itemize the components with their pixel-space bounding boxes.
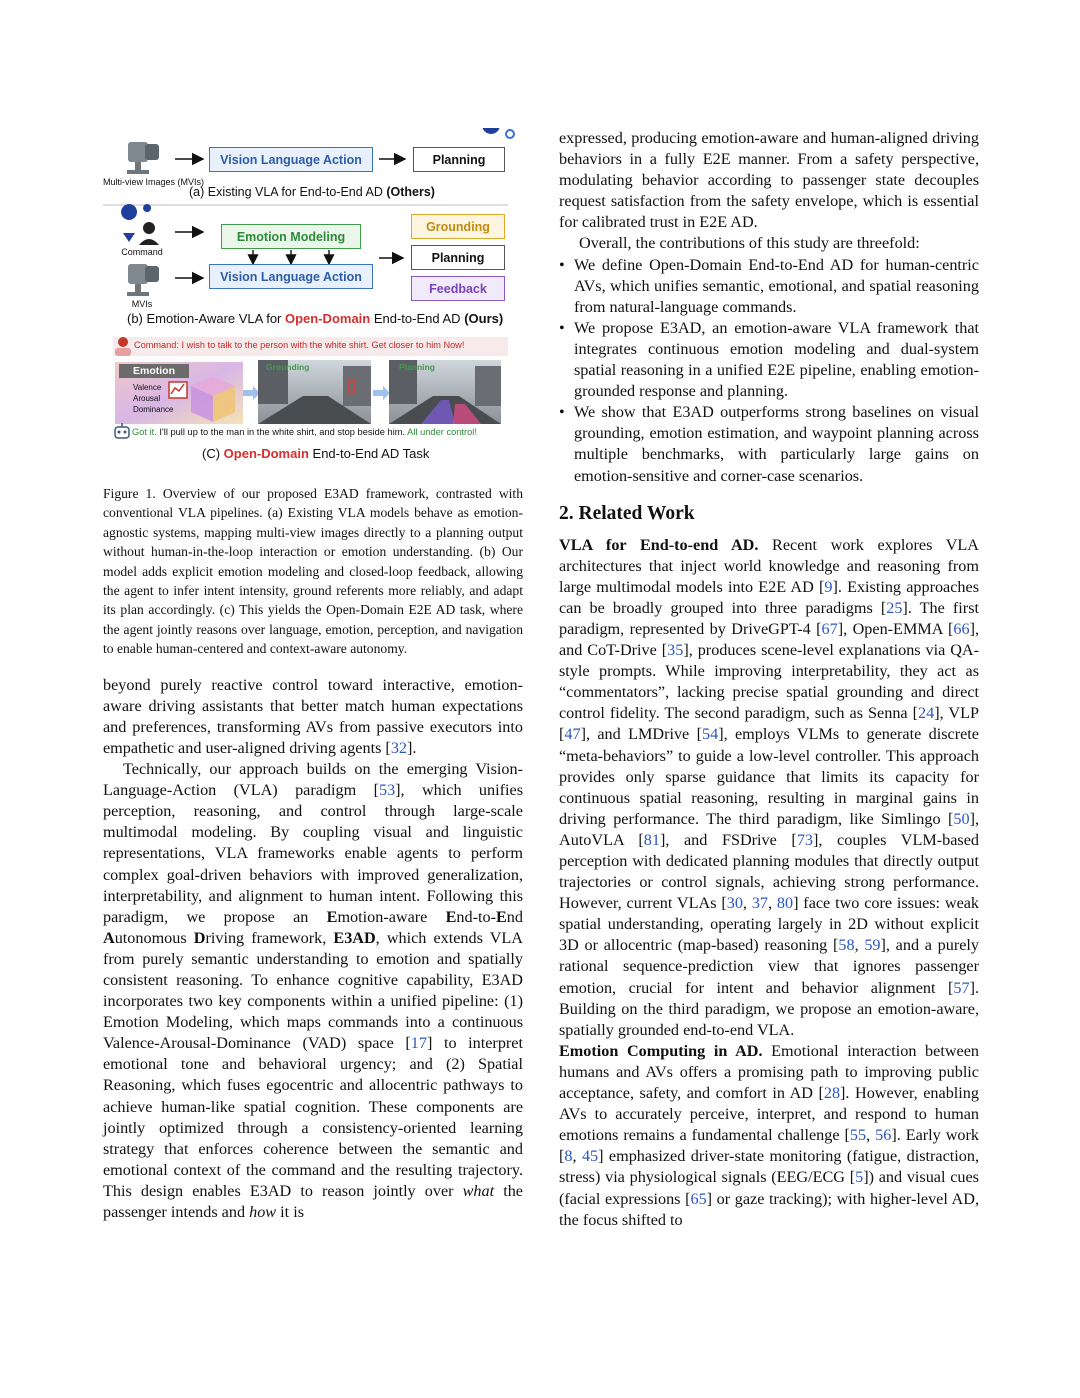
caption-text: (b) Emotion-Aware VLA for <box>127 311 285 326</box>
acronym-letter: E <box>445 907 457 926</box>
citation-link[interactable]: 37 <box>751 894 768 913</box>
citation-link[interactable]: 81 <box>643 830 660 849</box>
citation-link[interactable]: 67 <box>821 619 838 638</box>
text: , <box>866 1126 876 1145</box>
citation-link[interactable]: 59 <box>864 936 881 955</box>
command-text: Command: I wish to talk to the person with the white shirt. Get closer to him Now! <box>134 340 465 350</box>
text: motion-aware <box>337 907 446 926</box>
paragraph <box>559 1041 979 1231</box>
emphasis: how <box>249 1203 277 1221</box>
text: ], couples VLM-based perception with dedicated planning modules that directly output trajectories or control signals, achieving strong performance. However, current VLAs [ <box>559 830 980 913</box>
acronym-letter: A <box>103 928 115 947</box>
list-item: • We show that E3AD outperforms strong baselines on visual grounding, emotion estimation, and waypoint planning across multiple benchmarks, with particularly large gains on emotion-sensitive and corner-case scenarios. <box>559 402 979 486</box>
emphasis: what <box>462 1181 495 1200</box>
text: ]. Existing approaches can be broadly grouped into three paradigms [ <box>559 577 979 617</box>
citation-link[interactable]: 24 <box>918 704 935 723</box>
paragraph <box>103 759 523 1223</box>
grounding-box: Grounding <box>411 214 505 239</box>
paragraph: expressed, producing emotion-aware and human-aligned driving behaviors in a fully E2E manner. From a safety perspective, modulating behavior according to passenger state decouples request satisfaction from the safety envelope, which is essential for calibrated trust in E2E AD. <box>559 129 979 232</box>
left-column <box>103 128 523 1223</box>
caption-red: Open-Domain <box>285 311 371 326</box>
text: the passenger intends and <box>103 1181 523 1221</box>
text: it is <box>276 1203 304 1221</box>
planning-box: Planning <box>411 245 505 270</box>
citation-link[interactable]: 53 <box>378 781 396 800</box>
command-person-icon <box>121 204 159 245</box>
section-heading: 2. Related Work <box>559 502 695 524</box>
text: Technically, our approach builds on the emerging Vision-Language-Action (VLA) paradigm [ <box>103 760 523 800</box>
text: , which extends VLA from purely semantic understanding to emotion and spatially consistent reasoning. To enhance cognitive capability, E3AD incorporates two key components within a unified pipeline: (1) Emotion Modeling, which maps commands into a continuous Valence-Arousal-Dominance (VAD) space [ <box>103 928 523 1053</box>
caption-text: (a) Existing VLA for End-to-End AD <box>189 185 387 199</box>
feedback-box: Feedback <box>411 276 505 301</box>
caption-bold: (Ours) <box>464 311 504 326</box>
text: ]. However, enabling AVs to accurately perceive, interpret, and respond to human emotions remains a fundamental challenge [ <box>559 1084 979 1145</box>
text: ] or gaze tracking); with higher-level AD, the focus shifted to <box>559 1189 979 1229</box>
text: Recent work explores VLA architectures that inject world knowledge and reasoning from large multimodal models into E2E AD [ <box>559 535 979 596</box>
mvis-label: MVIs <box>131 299 153 309</box>
text: ]. The first paradigm, represented by DriveGPT-4 [ <box>559 598 979 638</box>
citation-link[interactable]: 45 <box>581 1147 599 1166</box>
emotion-modeling-box: Emotion Modeling <box>221 224 361 249</box>
panel-c-caption <box>202 446 429 461</box>
list-item: • We propose E3AD, an emotion-aware VLA framework that integrates continuous emotion modeling and dual-system spatial reasoning in a unified E2E pipeline, enabling emotion-grounded response and planning. <box>559 318 979 402</box>
text: ], AutoVLA [ <box>559 809 979 849</box>
citation-link[interactable]: 66 <box>953 619 970 638</box>
acronym-letter: D <box>193 928 206 947</box>
right-column <box>559 128 979 1231</box>
text: ], which unifies perception, reasoning, and control through large-scale multimodal modeling. By coupling visual and linguistic representations, VLA frameworks enable agents to perform complex goal-driven behaviors with improved generalization, interpretability, and alignment to human intent. Following this paradigm, we propose an <box>103 781 523 926</box>
robot-icon <box>115 423 129 438</box>
text: ]. <box>407 738 417 757</box>
text: ]. Early work [ <box>559 1126 980 1166</box>
reply-mid: I'll pull up to the man in the white shirt, and stop beside him. <box>156 427 408 437</box>
paragraph: Overall, the contributions of this study are threefold: <box>579 234 920 253</box>
figure-caption: Figure 1. Overview of our proposed E3AD framework, contrasted with conventional VLA pipelines. (a) Existing VLA models behave as emotion-agnostic systems, mapping multi-view images directly to a planning output without human-in-the-loop interaction or emotion understanding. (b) Our model adds explicit emotion modeling and closed-loop feedback, allowing the agent to infer intent intensity, ground referents more reliably, and adapt its plan accordingly. (c) This yields the Open-Domain E2E AD task, where the agent jointly reasons over language, emotion, perception, and navigation to enable human-centered and context-aware autonomy. <box>103 486 523 657</box>
text: beyond purely reactive control toward interactive, emotion-aware driving assistants that better match human expectations and preferences, transforming AVs from passive executors into empathetic and user-aligned driving agents [ <box>103 675 523 757</box>
citation-link[interactable]: 5 <box>855 1168 864 1187</box>
figure-1 <box>103 128 523 468</box>
caption-text: End-to-End AD Task <box>308 446 430 461</box>
paragraph-heading: Emotion Computing in AD. <box>559 1041 763 1060</box>
camera-icon <box>127 142 159 174</box>
citation-link[interactable]: 73 <box>796 830 813 849</box>
text: ]) and visual cues (facial expressions [ <box>559 1168 979 1208</box>
vla-box: Vision Language Action <box>209 264 373 289</box>
citation-link[interactable]: 58 <box>838 936 855 955</box>
vad-labels <box>133 382 173 415</box>
emotion-label: Emotion <box>119 364 189 378</box>
text: ], and a purely rational sequence-prediction view that ignores passenger emotion, crucial for intent and behavior alignment [ <box>559 936 980 997</box>
text: , <box>742 894 752 913</box>
citation-link[interactable]: 65 <box>690 1189 707 1208</box>
citation-link[interactable]: 25 <box>886 598 903 617</box>
text: , <box>572 1147 582 1166</box>
arrow-right-icon <box>243 386 260 400</box>
caption-text: (C) <box>202 446 224 461</box>
caption-text: End-to-End AD <box>370 311 465 326</box>
citation-link[interactable]: 50 <box>953 809 970 828</box>
text: ]. Building on the third paradigm, we propose an emotion-aware, spatially grounded end-to-end VLA. <box>559 978 979 1039</box>
text: ], VLP [ <box>559 704 979 744</box>
citation-link[interactable]: 17 <box>410 1034 427 1053</box>
citation-link[interactable]: 28 <box>823 1084 841 1103</box>
text: ], and CoT-Drive [ <box>559 619 979 660</box>
text: Emotional interaction between humans and AVs offers a promising path to improving public acceptance, safety, and comfort in AD [ <box>559 1041 979 1103</box>
reply-text <box>132 427 477 437</box>
text: , <box>768 894 777 913</box>
caption-red: Open-Domain <box>223 446 309 461</box>
panel-b-caption <box>127 311 503 326</box>
text: ] to interpret emotional tone and behavioral urgency; and (2) Spatial Reasoning, which fuses egocentric and allocentric pathways to achieve human-like spatial cognition. These components are jointly optimized through a consistency-oriented learning strategy that enforces coherence between the semantic and emotional context of the command and the resulting trajectory. This design enables E3AD to reason jointly over <box>103 1034 523 1200</box>
planning-box: Planning <box>413 147 505 172</box>
panel-a-caption <box>189 185 435 199</box>
citation-link[interactable]: 55 <box>849 1126 867 1145</box>
text: ] face two core issues: weak spatial understanding, operating largely in 2D without explicit 3D or allocentric (map-based) reasoning [ <box>559 894 980 955</box>
mvi-label: Multi-view Images (MVIs) <box>103 177 205 187</box>
paragraph-heading: VLA for End-to-end AD. <box>559 535 759 554</box>
text: nd-to- <box>456 907 496 926</box>
arousal-label: Arousal <box>133 394 161 403</box>
text: ], Open-EMMA [ <box>837 619 954 638</box>
text: utonomous <box>114 928 194 947</box>
command-label: Command <box>121 247 163 257</box>
reply-end: All under control! <box>407 427 477 437</box>
valence-label: Valence <box>133 383 162 392</box>
text: riving framework, <box>205 928 334 947</box>
citation-link[interactable]: 56 <box>875 1126 892 1145</box>
citation-link[interactable]: 35 <box>667 641 684 660</box>
grounding-label: Grounding <box>266 362 310 372</box>
text: ], and FSDrive [ <box>659 830 797 849</box>
arrow-right-icon <box>373 386 390 400</box>
vla-box: Vision Language Action <box>209 147 373 172</box>
reply-gotit: Got it. <box>132 427 157 437</box>
caption-bold: (Others) <box>386 185 435 199</box>
text: ], and LMDrive [ <box>580 725 702 744</box>
paragraph <box>103 675 523 759</box>
text: ], produces scene-level explanations via QA-style prompts. While improving interpretability, they act as “commentators”, lacking precise spatial grounding and direct control fidelity. The second paradigm, such as Senna [ <box>559 641 979 723</box>
citation-link[interactable]: 30 <box>726 894 743 913</box>
citation-link[interactable]: 8 <box>564 1147 573 1166</box>
acronym-letter: E <box>495 907 507 926</box>
list-item: • We define Open-Domain End-to-End AD for human-centric AVs, which unifies semantic, emotional, and spatial reasoning from natural-language commands. <box>559 255 979 318</box>
paragraph <box>559 535 979 1041</box>
citation-link[interactable]: 47 <box>564 725 581 744</box>
citation-link[interactable]: 32 <box>390 738 407 757</box>
text: , <box>854 936 865 955</box>
citation-link[interactable]: 57 <box>953 978 970 997</box>
text: ], employs VLMs to generate discrete “meta-behaviors” to guide a low-level controller. This approach provides only sparse guidance that limits its capacity for continuous spatial reasoning, resulting in marginal gains in driving performance. The third paradigm, like Simlingo [ <box>559 725 979 828</box>
text: ] emphasized driver-state monitoring (fatigue, distraction, stress) via physiological signals (EEG/ECG [ <box>559 1147 979 1187</box>
citation-link[interactable]: 9 <box>824 577 833 596</box>
dominance-label: Dominance <box>133 405 174 414</box>
planning-label: Planning <box>399 362 435 372</box>
text: nd <box>506 907 523 926</box>
contribution-list <box>559 255 979 487</box>
acronym-letter: E <box>326 907 338 926</box>
model-name: E3AD <box>333 928 376 947</box>
camera-icon <box>127 264 159 296</box>
citation-link[interactable]: 54 <box>702 725 719 744</box>
citation-link[interactable]: 80 <box>776 894 794 913</box>
